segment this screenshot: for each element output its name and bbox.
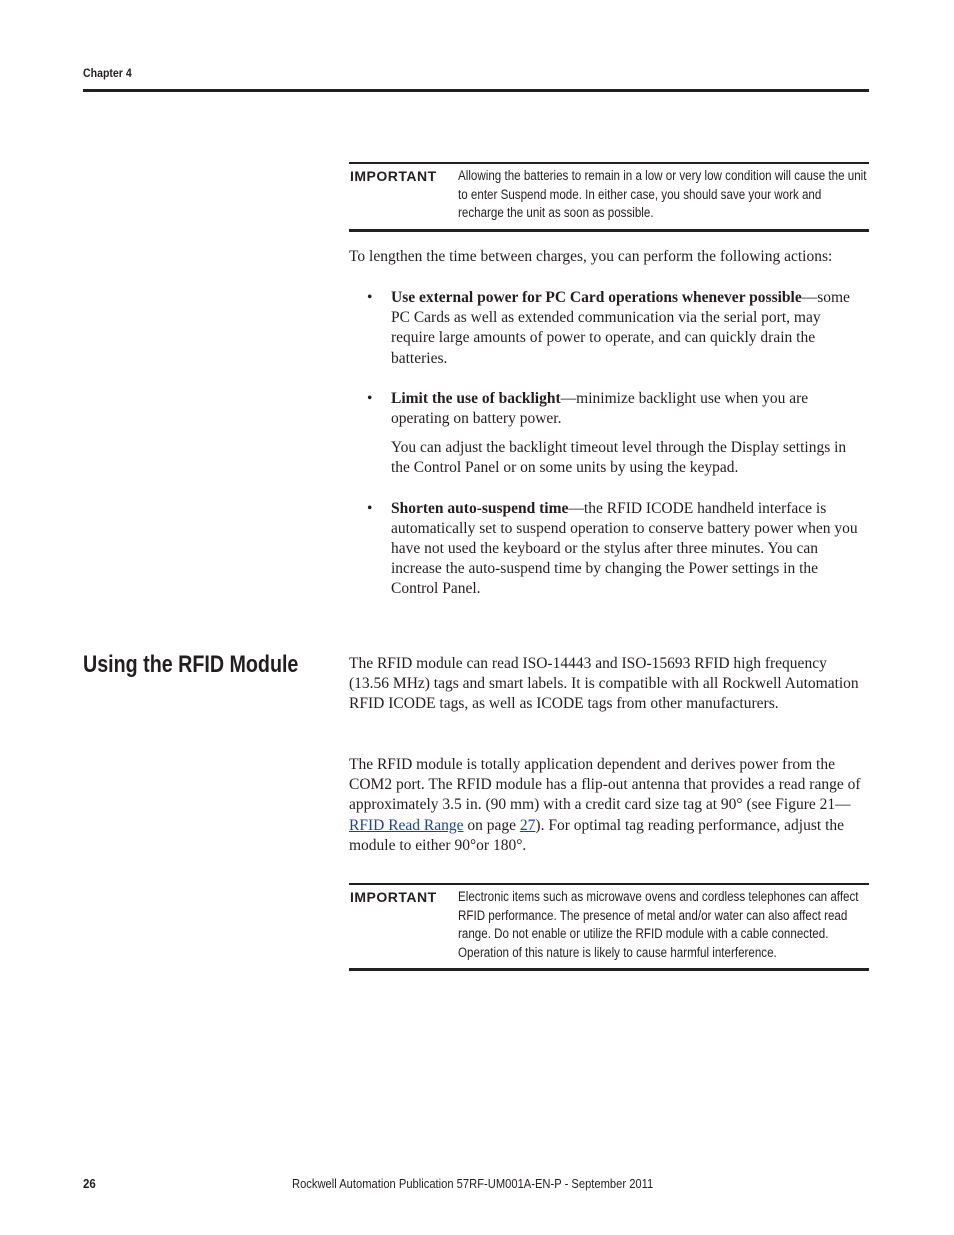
figure-link-rfid-read-range[interactable]: RFID Read Range	[349, 816, 464, 834]
list-item	[367, 499, 867, 600]
power-tips-list	[367, 288, 867, 600]
intro-paragraph: To lengthen the time between charges, you can perform the following actions:	[349, 248, 833, 265]
list-item-text: —some PC Cards as well as extended communication via the serial port, may require large amounts of power to operate, and can quickly drain the batteries.	[391, 289, 850, 367]
publication-info: Rockwell Automation Publication 57RF-UM001A-EN-P - September 2011	[292, 1176, 654, 1191]
paragraph-text: ). For optimal tag reading performance, adjust the module to either 90°or 180°.	[349, 816, 845, 854]
important-note-interference	[349, 883, 869, 971]
important-note-batteries	[349, 162, 869, 232]
bullet-icon: •	[367, 289, 373, 306]
bullet-icon: •	[367, 499, 373, 517]
important-text: Allowing the batteries to remain in a low or very low condition will cause the unit to enter Suspend mode. In either case, you should save your work and recharge the unit as soon as possible.	[458, 168, 867, 221]
list-item-text: —the RFID ICODE handheld interface is automatically set to suspend operation to conserve battery power when you have not used the keyboard or the stylus after three minutes. You can increase the auto-suspend time by changing the Power settings in the Control Panel.	[391, 499, 858, 598]
rfid-paragraph-2	[349, 755, 869, 856]
list-item-title: Use external power for PC Card operations whenever possible	[391, 289, 802, 306]
chapter-label: Chapter 4	[83, 66, 132, 80]
paragraph-text: The RFID module is totally application dependent and derives power from the COM2 port. The RFID module has a flip-out antenna that provides a read range of approximately 3.5 in. (90 mm) with a credit card size tag at 90° (see Figure 21—	[349, 756, 861, 814]
list-item-title: Limit the use of backlight	[391, 389, 561, 407]
list-item-text: —minimize backlight use when you are operating on battery power.	[391, 389, 809, 428]
important-label: IMPORTANT	[350, 889, 437, 905]
page-link[interactable]: 27	[519, 816, 536, 834]
header-rule	[83, 89, 869, 92]
list-item-subtext: You can adjust the backlight timeout level through the Display settings in the Control Panel or on some units by using the keypad.	[391, 439, 847, 477]
paragraph-text: on page	[463, 816, 520, 834]
page-number: 26	[83, 1176, 96, 1191]
bullet-icon: •	[367, 389, 373, 407]
rfid-paragraph-1: The RFID module can read ISO-14443 and ISO-15693 RFID high frequency (13.56 MHz) tags and smart labels. It is compatible with all Rockwell Automation RFID ICODE tags, as well as ICODE tags from other manufacturers.	[349, 655, 859, 713]
list-item	[367, 389, 867, 479]
list-item	[367, 288, 867, 369]
list-item-title: Shorten auto-suspend time	[391, 499, 569, 517]
important-text: Electronic items such as microwave ovens and cordless telephones can affect RFID performance. The presence of metal and/or water can also affect read range. Do not enable or utilize the RFID module with a cable connected. Operation of this nature is likely to cause harmful interference.	[458, 889, 859, 960]
important-label: IMPORTANT	[350, 168, 437, 184]
section-heading: Using the RFID Module	[83, 651, 299, 678]
